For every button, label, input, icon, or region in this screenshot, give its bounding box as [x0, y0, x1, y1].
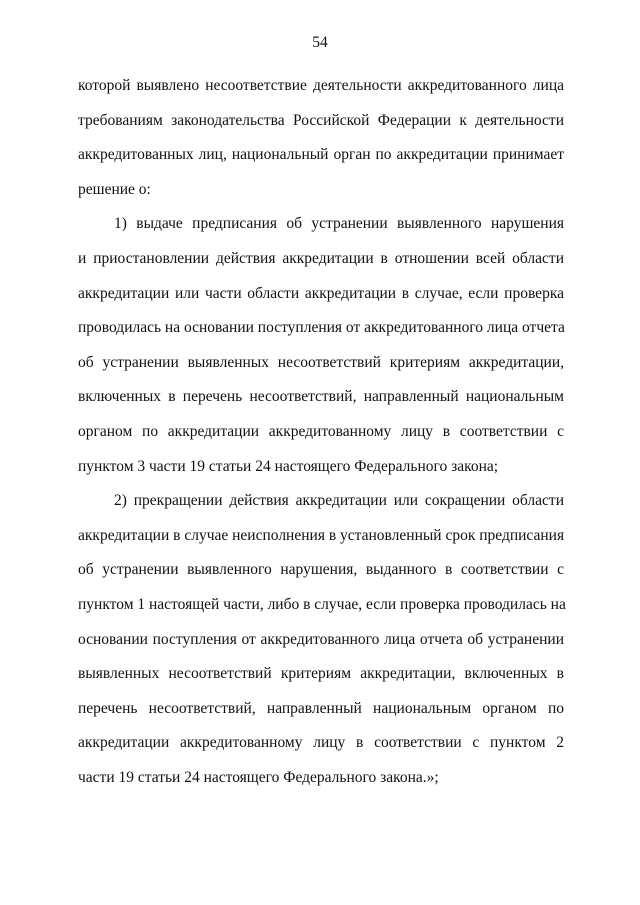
text-line: решение о: [78, 180, 151, 198]
text-line: аккредитации или части области аккредитации в случае, если проверка [78, 284, 564, 302]
text-line: проводилась на основании поступления от аккредитованного лица отчета [78, 319, 565, 337]
text-line: включенных в перечень несоответствий, направленный национальным [78, 388, 564, 406]
text-line: об устранении выявленных несоответствий критериям аккредитации, [78, 353, 564, 371]
text-line: части 19 статьи 24 настоящего Федерального закона.»; [78, 768, 439, 786]
text-line: аккредитации аккредитованному лицу в соответствии с пунктом 2 [78, 734, 564, 752]
text-line: требованиям законодательства Российской Федерации к деятельности [78, 111, 564, 129]
list-item-1-first-line: 1) выдаче предписания об устранении выявленного нарушения [114, 215, 564, 233]
text-line: аккредитации в случае неисполнения в установленный срок предписания [78, 526, 565, 544]
document-body [78, 76, 564, 802]
text-line: перечень несоответствий, направленный национальным органом по [78, 699, 564, 717]
list-item-2-first-line: 2) прекращении действия аккредитации или сокращении области [114, 492, 564, 510]
text-line: основании поступления от аккредитованного лица отчета об устранении [78, 630, 564, 648]
text-line: которой выявлено несоответствие деятельности аккредитованного лица [78, 77, 564, 94]
text-line: выявленных несоответствий критериям аккредитации, включенных в [78, 665, 564, 683]
text-line: аккредитованных лиц, национальный орган по аккредитации принимает [78, 146, 564, 164]
page-number: 54 [312, 34, 328, 51]
text-line: и приостановлении действия аккредитации в отношении всей области [78, 249, 564, 267]
text-line: пунктом 3 части 19 статьи 24 настоящего Федерального закона; [78, 457, 499, 475]
text-line: органом по аккредитации аккредитованному лицу в соответствии с [78, 422, 564, 440]
text-line: пунктом 1 настоящей части, либо в случае, если проверка проводилась на [78, 595, 566, 613]
text-line: об устранении выявленного нарушения, выданного в соответствии с [78, 561, 564, 579]
